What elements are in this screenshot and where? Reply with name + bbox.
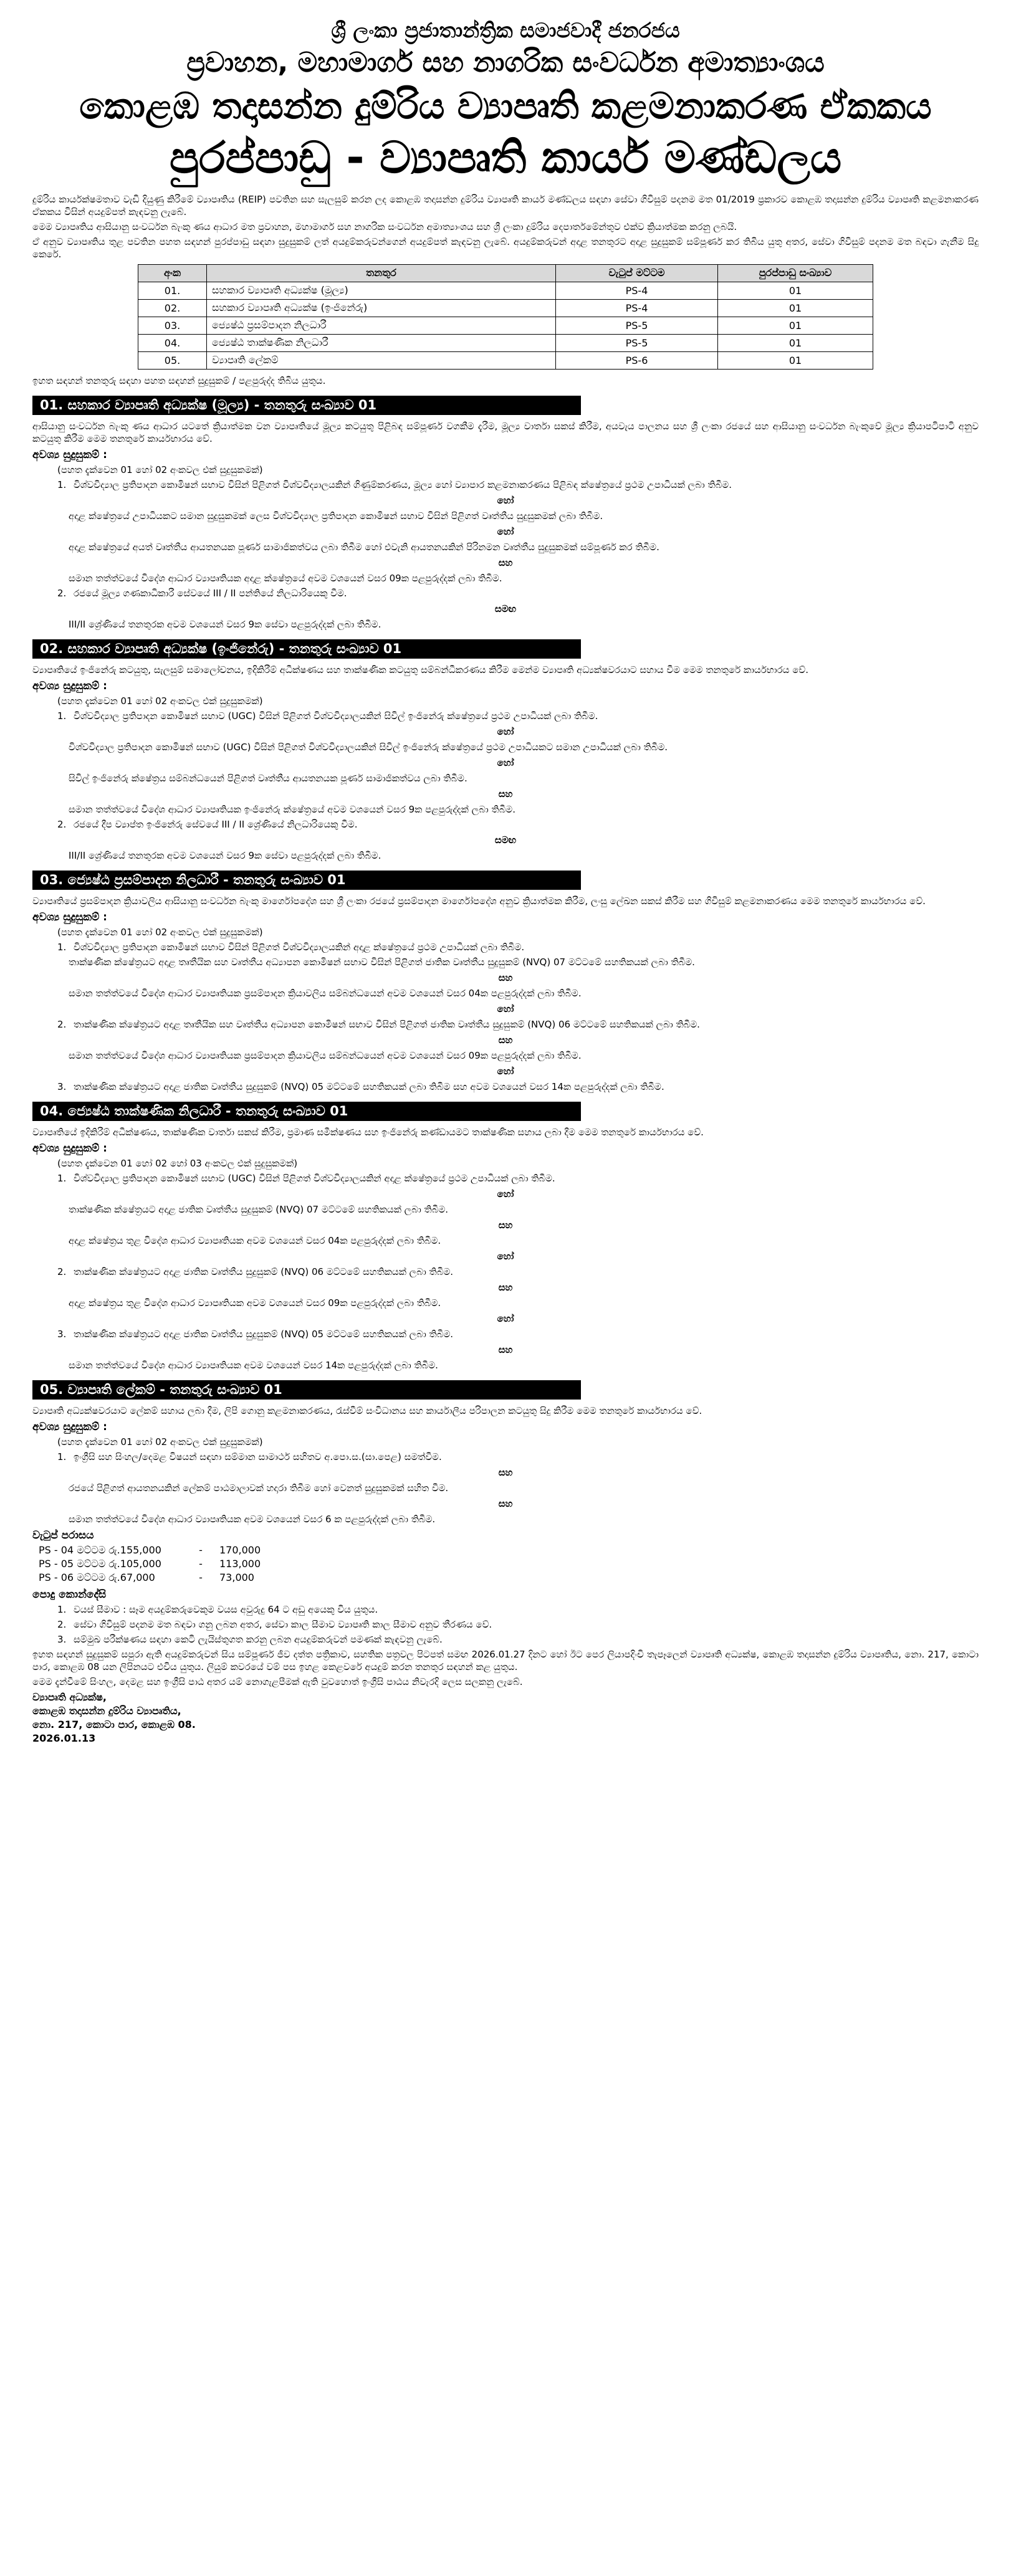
salary-max: 73,000 (219, 1571, 254, 1583)
or-separator: හෝ (497, 1003, 514, 1014)
table-header-cell: තනතුර (207, 264, 556, 282)
intro-paragraph: දුම්රිය කාර්යක්ෂමතාව වැඩි දියුණු කිරීමේ ව්‍යාපෘතිය (REIP) පවතින සහ සැලසුම් කරන ලද කොළඹ තදාසන්න දුම්රිය ව්‍යාපෘති කාර්ය මණ්ඩලය සඳහා සේවා ගිවිසුම් පදනම මත 01/2019 ප්‍රකාරව කොළඹ තදාසන්න දුම්රිය ව්‍යාපෘති කළමනාකරණ ඒකකය විසින් අයදුම්පත් කැඳවනු ලැබේ. (32, 193, 979, 217)
row-post-title: සහකාර ව්‍යාපෘති අධ්‍යක්ෂ (මූල්‍ය) (207, 282, 556, 299)
with-separator: සමඟ (494, 834, 517, 846)
salary-level: PS - 06 මට්ටම රු.67,000 (39, 1571, 155, 1583)
table-header-cell: අංක (138, 264, 207, 282)
condition-item: 3. සම්මුඛ පරීක්ෂණය සඳහා කෙටි ලැයිස්තුගත කරනු ලබන අයදුම්කරුවන් පමණක් කැඳවනු ලැබේ. (57, 1633, 443, 1645)
row-number: 02. (138, 299, 207, 317)
section-description: ආසියානු සංවර්ධන බැංකු ණය ආධාර යටතේ ක්‍රියාත්මක වන ව්‍යාපෘතියේ මූල්‍ය කටයුතු පිළිබඳ සම්පූර්ණ වගකීම දැරීම, මූල්‍ය වාර්තා සකස් කිරීම, අයවැය පාලනය සහ ශ්‍රී ලංකා රජයේ සහ ආසියානු සංවර්ධන බැංකුවේ මූල්‍ය ක්‍රියාපටිපාටි අනුව කටයුතු කිරීම මෙම තනතුරේ කාර්යභාරය වේ. (32, 420, 979, 444)
qualification-text: අදාළ ක්ෂේත්‍රයේ උපාධියකට සමාන සුදුසුකමක් ලෙස විශ්වවිද්‍යාල ප්‍රතිපාදන කොමිෂන් සභාව විසින් පිළිගත් වෘත්තීය සුදුසුකමක් ලබා තිබීම. (69, 510, 603, 522)
salary-max: 113,000 (219, 1557, 261, 1570)
qualification-item: 3. තාක්ෂණික ක්ෂේත්‍රයට අදාළ ජාතික වෘත්තීය සුදුසුකම් (NVQ) 05 මට්ටමේ සහතිකයක් ලබා තිබීම සහ අවම වශයෙන් වසර 14ක පළපුරුද්දක් ලබා තිබීම. (57, 1080, 664, 1092)
row-number: 03. (138, 317, 207, 334)
and-separator: සහ (498, 1466, 513, 1478)
section-description: ව්‍යාපෘති අධ්‍යක්ෂවරයාට ලේකම් සහාය ලබා දීම, ලිපි ගොනු කළමනාකරණය, රැස්වීම් සංවිධානය සහ කාර්යාලීය පරිපාලන කටයුතු සිදු කිරීම මෙම තනතුරේ කාර්යභාරය වේ. (32, 1405, 702, 1416)
page-title: පුරප්පාඩු - ව්‍යාපෘති කාර්ය මණ්ඩලය (169, 132, 842, 184)
qualification-item: 2. රජයේ දීප ව්‍යාප්ත ඉංජිනේරු සේවයේ III / II ශ්‍රේණියේ නිලධාරියෙකු වීම. (57, 818, 358, 830)
conditions-heading: පොදු කොන්දේසි (32, 1588, 107, 1601)
qualification-text: සමාන තත්ත්වයේ විදේශ ආධාර ව්‍යාපෘතියක ප්‍රසම්පාදන ක්‍රියාවලිය සම්බන්ධයෙන් අවම වශයෙන් වසර 09ක පළපුරුද්දක් ලබා තිබීම. (69, 1049, 582, 1061)
requirements-heading: අවශ්‍ය සුදුසුකම් : (32, 448, 107, 461)
application-instructions: ඉහත සඳහන් සුදුසුකම් සපුරා ඇති අයදුම්කරුවන් සිය සම්පූර්ණ ජීව දත්ත පත්‍රිකාව, සහතික පත්‍රවල පිටපත් සමඟ 2026.01.27 දිනට හෝ ඊට පෙර ලියාපදිංචි තැපෑලෙන් ව්‍යාපෘති අධ්‍යක්ෂ, කොළඹ තදාසන්න දුම්රිය ව්‍යාපෘතිය, නො. 217, කොටා පාර, කොළඹ 08 යන ලිපිනයට එවිය යුතුය. ලියුම් කවරයේ වම් පස ඉහළ කෙළවරේ අයදුම් කරන තනතුර සඳහන් කළ යුතුය. (32, 1648, 979, 1672)
and-separator: සහ (498, 788, 513, 799)
requirements-note: (පහත දැක්වෙන 01 හෝ 02 හෝ 03 අංකවල එක් සුදුසුකමක්) (57, 1157, 298, 1169)
qualification-item: 1. විශ්වවිද්‍යාල ප්‍රතිපාදන කොමිෂන් සභාව විසින් පිළිගත් විශ්වවිද්‍යාලයකින් අදාළ ක්ෂේත්‍රයේ ප්‍රථම උපාධියක් ලබා තිබීම. (57, 941, 525, 953)
salary-row (32, 1557, 979, 1571)
condition-item: 2. සේවා ගිවිසුම් පදනම මත බඳවා ගනු ලබන අතර, සේවා කාල සීමාව ව්‍යාපෘති කාල සීමාව අනුව තීරණය වේ. (57, 1618, 492, 1630)
and-separator: සහ (498, 1281, 513, 1293)
salary-row (32, 1543, 979, 1557)
row-salary-level: PS-4 (556, 299, 718, 317)
requirements-note: (පහත දැක්වෙන 01 හෝ 02 අංකවල එක් සුදුසුකමක්) (57, 464, 263, 475)
and-separator: සහ (498, 1034, 513, 1046)
signature-address: නො. 217, කොටා පාර, කොළඹ 08. (32, 1718, 196, 1730)
language-note: මෙම දැන්වීමේ සිංහල, දෙමළ සහ ඉංග්‍රීසි පාඨ අතර යම් නොගැළපීමක් ඇති වුවහොත් ඉංග්‍රීසි පාඨය නිවැරදි ලෙස සලකනු ලැබේ. (32, 1676, 523, 1687)
row-salary-level: PS-4 (556, 282, 718, 299)
qualification-text: සමාන තත්ත්වයේ විදේශ ආධාර ව්‍යාපෘතියක අවම වශයෙන් වසර 6 ක පළපුරුද්දක් ලබා තිබීම. (69, 1513, 436, 1525)
and-separator: සහ (498, 1219, 513, 1231)
salary-level: PS - 05 මට්ටම රු.105,000 (39, 1557, 161, 1570)
table-row (138, 317, 873, 334)
table-row (138, 351, 873, 369)
or-separator: හෝ (497, 756, 514, 768)
table-header-cell: වැටුප් මට්ටම (556, 264, 718, 282)
salary-heading: වැටුප් පරාසය (32, 1529, 94, 1542)
and-separator: සහ (498, 1497, 513, 1509)
requirements-heading: අවශ්‍ය සුදුසුකම් : (32, 910, 107, 923)
row-post-title: සහකාර ව්‍යාපෘති අධ්‍යක්ෂ (ඉංජිනේරු) (207, 299, 556, 317)
section-heading-procurement: 03. ජ්‍යෙෂ්ඨ ප්‍රසම්පාදන නිලධාරී - තනතුරු සංඛ්‍යාව 01 (32, 871, 581, 890)
qualification-text: III/II ශ්‍රේණියේ තනතුරක අවම වශයෙන් වසර 9ක සේවා පළපුරුද්දක් ලබා තිබීම. (69, 618, 381, 630)
table-header-row (138, 264, 873, 282)
qualification-item: 2. රජයේ මූල්‍ය ගණකාධිකාරී සේවයේ III / II පන්තියේ නිලධාරියෙකු වීම. (57, 587, 347, 599)
qualification-item: 1. විශ්වවිද්‍යාල ප්‍රතිපාදන කොමිෂන් සභාව (UGC) විසින් පිළිගත් විශ්වවිද්‍යාලයකින් අදාළ ක්ෂේත්‍රයේ ප්‍රථම උපාධියක් ලබා තිබීම. (57, 1172, 555, 1184)
row-number: 04. (138, 334, 207, 351)
or-separator: හෝ (497, 1188, 514, 1200)
or-separator: හෝ (497, 725, 514, 737)
row-vacancy-count: 01 (718, 334, 873, 351)
requirements-note: (පහත දැක්වෙන 01 හෝ 02 අංකවල එක් සුදුසුකමක්) (57, 1436, 263, 1448)
qualification-text: අදාළ ක්ෂේත්‍රය තුළ විදේශ ආධාර ව්‍යාපෘතියක අවම වශයෙන් වසර 04ක පළපුරුද්දක් ලබා තිබීම. (69, 1234, 441, 1246)
row-salary-level: PS-6 (556, 351, 718, 369)
salary-row (32, 1571, 979, 1585)
qualification-text: සමාන තත්ත්වයේ විදේශ ආධාර ව්‍යාපෘතියක ඉංජිනේරු ක්ෂේත්‍රයේ අවම වශයෙන් වසර 9ක පළපුරුද්දක් ලබා තිබීම. (69, 803, 515, 815)
qualification-text: අදාළ ක්ෂේත්‍රය තුළ විදේශ ආධාර ව්‍යාපෘතියක අවම වශයෙන් වසර 09ක පළපුරුද්දක් ලබා තිබීම. (69, 1297, 441, 1309)
qualification-text: III/II ශ්‍රේණියේ තනතුරක අවම වශයෙන් වසර 9ක සේවා පළපුරුද්දක් ලබා තිබීම. (69, 849, 381, 861)
section-description: ව්‍යාපෘතියේ ඉංජිනේරු කටයුතු, සැලසුම් සමාලෝචනය, ඉදිකිරීම් අධීක්ෂණය සහ තාක්ෂණික කටයුතු සම්බන්ධීකරණය කිරීම මෙන්ම ව්‍යාපෘති අධ්‍යක්ෂවරයාට සහාය වීම මෙම තනතුරේ කාර්යභාරය වේ. (32, 664, 808, 675)
and-separator: සහ (498, 1343, 513, 1355)
signature-block (32, 1691, 979, 1745)
row-vacancy-count: 01 (718, 317, 873, 334)
table-header-cell: පුරප්පාඩු සංඛ්‍යාව (718, 264, 873, 282)
ministry-title: ප්‍රවාහන, මහාමාර්ග සහ නාගරික සංවර්ධන අමාත්‍යාංශය (186, 46, 825, 79)
qualification-text: විශ්වවිද්‍යාල ප්‍රතිපාදන කොමිෂන් සභාව (UGC) විසින් පිළිගත් විශ්වවිද්‍යාලයකින් සිවිල් ඉංජිනේරු ක්ෂේත්‍රයේ ප්‍රථම උපාධියකට සමාන උපාධියක් ලබා තිබීම. (69, 741, 668, 753)
salary-max: 170,000 (219, 1543, 261, 1556)
condition-item: 1. වයස් සීමාව : සෑම අයදුම්කරුවෙකුම වයස අවුරුදු 64 ට අඩු අයෙකු විය යුතුය. (57, 1603, 378, 1615)
and-separator: සහ (498, 556, 513, 568)
qualification-item: 1. විශ්වවිද්‍යාල ප්‍රතිපාදන කොමිෂන් සභාව විසින් පිළිගත් විශ්වවිද්‍යාලයකින් ගිණුම්කරණය, මූල්‍ය හෝ ව්‍යාපාර කළමනාකරණය පිළිබඳ ක්ෂේත්‍රයේ ප්‍රථම උපාධියක් ලබා තිබීම. (57, 479, 732, 490)
table-row (138, 334, 873, 351)
salary-level: PS - 04 මට්ටම රු.155,000 (39, 1543, 161, 1556)
or-separator: හෝ (497, 494, 514, 506)
signature-title: ව්‍යාපෘති අධ්‍යක්ෂ, (32, 1691, 107, 1703)
table-row (138, 299, 873, 317)
qualification-item: 2. තාක්ෂණික ක්ෂේත්‍රයට අදාළ ජාතික වෘත්තීය සුදුසුකම් (NVQ) 06 මට්ටමේ සහතිකයක් ලබා තිබීම. (57, 1266, 453, 1277)
requirements-heading: අවශ්‍ය සුදුසුකම් : (32, 679, 107, 692)
section-heading-finance: 01. සහකාර ව්‍යාපෘති අධ්‍යක්ෂ (මූල්‍ය) - තනතුරු සංඛ්‍යාව 01 (32, 396, 581, 415)
qualification-item: 1. ඉංග්‍රීසි සහ සිංහල/දෙමළ විෂයන් සඳහා සම්මාන සාමාර්ථ සහිතව අ.පො.ස.(සා.පෙළ) සමත්වීම. (57, 1451, 442, 1462)
intro-paragraph: මෙම ව්‍යාපෘතිය ආසියානු සංවර්ධන බැංකු ණය ආධාර මත ප්‍රවාහන, මහාමාර්ග සහ නාගරික සංවර්ධන අමාත්‍යාංශය සහ ශ්‍රී ලංකා දුම්රිය දෙපාර්තමේන්තුව එක්ව ක්‍රියාත්මක කරනු ලබයි. (32, 221, 737, 232)
signature-org: කොළඹ තදාසන්න දුම්රිය ව්‍යාපෘතිය, (32, 1704, 181, 1717)
row-post-title: ජ්‍යෙෂ්ඨ තාක්ෂණික නිලධාරී (207, 334, 556, 351)
qualification-text: අදාළ ක්ෂේත්‍රයේ අයත් වෘත්තීය ආයතනයක පූර්ණ සාමාජිකත්වය ලබා තිබීම හෝ එවැනි ආයතනයකින් පිරිනමන වෘත්තීය සුදුසුකමක් සම්පූර්ණ කර තිබීම. (69, 541, 659, 553)
section-description: ව්‍යාපෘතියේ ඉදිකිරීම් අධීක්ෂණය, තාක්ෂණික වාර්තා සකස් කිරීම, ප්‍රමාණ සමීක්ෂණය සහ ඉංජිනේරු කණ්ඩායමට තාක්ෂණික සහාය ලබා දීම මෙම තනතුරේ කාර්යභාරය වේ. (32, 1126, 704, 1138)
section-heading-technical: 04. ජ්‍යෙෂ්ඨ තාක්ෂණික නිලධාරී - තනතුරු සංඛ්‍යාව 01 (32, 1102, 581, 1121)
section-description: ව්‍යාපෘතියේ ප්‍රසම්පාදන ක්‍රියාවලිය ආසියානු සංවර්ධන බැංකු මාර්ගෝපදේශ සහ ශ්‍රී ලංකා රජයේ ප්‍රසම්පාදන මාර්ගෝපදේශ අනුව ක්‍රියාත්මක කිරීම, ලංසු ලේඛන සකස් කිරීම සහ ගිවිසුම් කළමනාකරණය මෙම තනතුරේ කාර්යභාරය වේ. (32, 895, 926, 907)
row-vacancy-count: 01 (718, 282, 873, 299)
qualification-item: 1. විශ්වවිද්‍යාල ප්‍රතිපාදන කොමිෂන් සභාව (UGC) විසින් පිළිගත් විශ්වවිද්‍යාලයකින් සිවිල් ඉංජිනේරු ක්ෂේත්‍රයේ ප්‍රථම උපාධියක් ලබා තිබීම. (57, 710, 598, 722)
salary-dash: - (199, 1571, 203, 1583)
row-post-title: ව්‍යාපෘති ලේකම් (207, 351, 556, 369)
qualification-text: සමාන තත්ත්වයේ විදේශ ආධාර ව්‍යාපෘතියක ප්‍රසම්පාදන ක්‍රියාවලිය සම්බන්ධයෙන් අවම වශයෙන් වසර 04ක පළපුරුද්දක් ලබා තිබීම. (69, 987, 582, 999)
vacancy-table (138, 264, 873, 370)
or-separator: හෝ (497, 1065, 514, 1077)
signature-date: 2026.01.13 (32, 1732, 96, 1744)
row-salary-level: PS-5 (556, 334, 718, 351)
row-salary-level: PS-5 (556, 317, 718, 334)
qualification-text: සිවිල් ඉංජිනේරු ක්ෂේත්‍රය සම්බන්ධයෙන් පිළිගත් වෘත්තීය ආයතනයක පූර්ණ සාමාජිකත්වය ලබා තිබීම. (69, 772, 467, 784)
salary-dash: - (199, 1543, 203, 1556)
table-row (138, 282, 873, 299)
requirements-heading: අවශ්‍ය සුදුසුකම් : (32, 1420, 107, 1433)
requirements-heading: අවශ්‍ය සුදුසුකම් : (32, 1142, 107, 1155)
requirements-note: (පහත දැක්වෙන 01 හෝ 02 අංකවල එක් සුදුසුකමක්) (57, 695, 263, 707)
intro-note: ඉහත සඳහන් තනතුරු සඳහා පහත සඳහන් සුදුසුකම් / පළපුරුද්ද තිබිය යුතුය. (32, 374, 326, 386)
with-separator: සමඟ (494, 603, 517, 614)
section-heading-engineering: 02. සහකාර ව්‍යාපෘති අධ්‍යක්ෂ (ඉංජිනේරු) - තනතුරු සංඛ්‍යාව 01 (32, 639, 581, 659)
row-number: 01. (138, 282, 207, 299)
or-separator: හෝ (497, 1312, 514, 1324)
qualification-item: 3. තාක්ෂණික ක්ෂේත්‍රයට අදාළ ජාතික වෘත්තීය සුදුසුකම් (NVQ) 05 මට්ටමේ සහතිකයක් ලබා තිබීම. (57, 1328, 453, 1340)
salary-dash: - (199, 1557, 203, 1570)
and-separator: සහ (498, 971, 513, 983)
qualification-text: සමාන තත්ත්වයේ විදේශ ආධාර ව්‍යාපෘතියක අවම වශයෙන් වසර 14ක පළපුරුද්දක් ලබා තිබීම. (69, 1359, 438, 1371)
row-post-title: ජ්‍යෙෂ්ඨ ප්‍රසම්පාදන නිලධාරී (207, 317, 556, 334)
row-vacancy-count: 01 (718, 351, 873, 369)
requirements-note: (පහත දැක්වෙන 01 හෝ 02 අංකවල එක් සුදුසුකමක්) (57, 926, 263, 938)
section-heading-secretary: 05. ව්‍යාපෘති ලේකම් - තනතුරු සංඛ්‍යාව 01 (32, 1380, 581, 1400)
or-separator: හෝ (497, 1250, 514, 1262)
row-vacancy-count: 01 (718, 299, 873, 317)
unit-title: කොළඹ තදාසන්න දුම්රිය ව්‍යාපෘති කළමනාකරණ ඒකකය (79, 84, 932, 127)
intro-paragraph: ඒ අනුව ව්‍යාපෘතිය තුළ පවතින පහත සඳහන් පුරප්පාඩු සඳහා සුදුසුකම් ලත් අයදුම්කරුවන්ගෙන් අයදුම්පත් කැඳවනු ලැබේ. අයදුම්කරුවන් අදාළ තනතුරට අදාළ සුදුසුකම් සම්පූර්ණ කර තිබිය යුතු අතර, සේවා ගිවිසුම් පදනම මත බඳවා ගැනීම සිදු කෙරේ. (32, 236, 979, 260)
qualification-item: 2. තාක්ෂණික ක්ෂේත්‍රයට අදාළ තෘතීයික සහ වෘත්තීය අධ්‍යාපන කොමිෂන් සභාව විසින් පිළිගත් ජාතික වෘත්තීය සුදුසුකම් (NVQ) 06 මට්ටමේ සහතිකයක් ලබා තිබීම. (57, 1018, 700, 1030)
or-separator: හෝ (497, 525, 514, 537)
qualification-text: රජයේ පිළිගත් ආයතනයකින් ලේකම් පාඨමාලාවක් හදාරා තිබීම හෝ වෙනත් සුදුසුකමක් සහිත වීම. (69, 1482, 449, 1494)
republic-title: ශ්‍රී ලංකා ප්‍රජාතාන්ත්‍රික සමාජවාදී ජනරජය (331, 18, 680, 42)
row-number: 05. (138, 351, 207, 369)
qualification-text: තාක්ෂණික ක්ෂේත්‍රයට අදාළ තෘතීයික සහ වෘත්තීය අධ්‍යාපන කොමිෂන් සභාව විසින් පිළිගත් ජාතික වෘත්තීය සුදුසුකම් (NVQ) 07 මට්ටමේ සහතිකයක් ලබා තිබීම. (69, 956, 695, 968)
qualification-text: සමාන තත්ත්වයේ විදේශ ආධාර ව්‍යාපෘතියක අදාළ ක්ෂේත්‍රයේ අවම වශයෙන් වසර 09ක පළපුරුද්දක් ලබා තිබීම. (69, 572, 502, 584)
qualification-text: තාක්ෂණික ක්ෂේත්‍රයට අදාළ ජාතික වෘත්තීය සුදුසුකම් (NVQ) 07 මට්ටමේ සහතිකයක් ලබා තිබීම. (69, 1203, 448, 1215)
